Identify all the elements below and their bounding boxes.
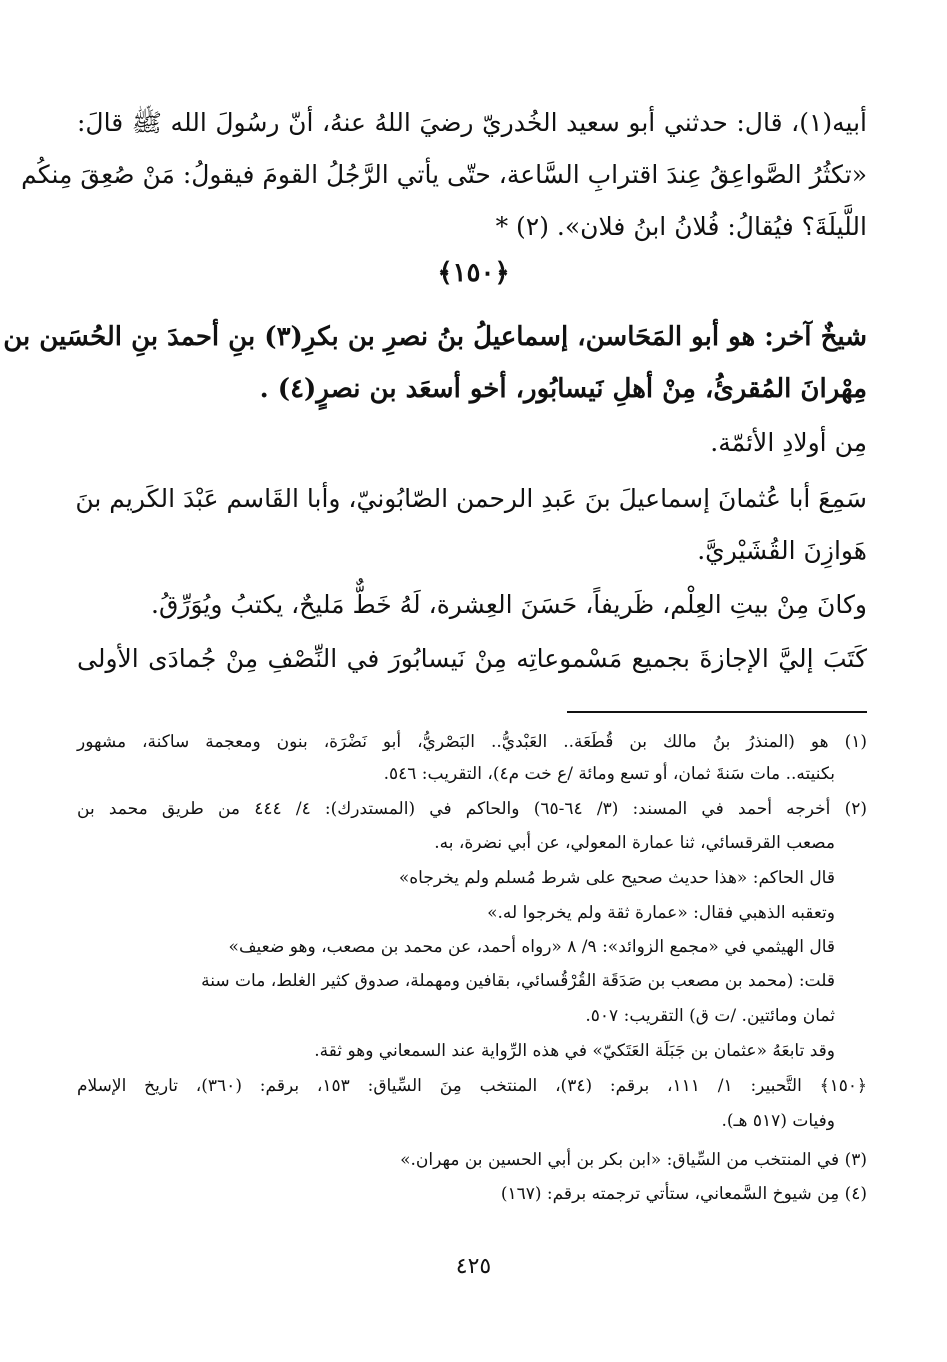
hadith-line-3: اللَّيلَةَ؟ فيُقالُ: فُلانُ ابنُ فلان». (٢) * — [495, 212, 867, 241]
page-number: ٤٢٥ — [455, 1254, 492, 1279]
hadith-line-1: أبيه(١)، قال: حدثني أبو سعيد الخُدريّ رضيَ اللهُ عنهُ، أنّ رسُولَ الله ﷺ قالَ: — [77, 108, 867, 137]
footnote-2-line-3: قال الحاكم: «هذا حديث صحيح على شرط مُسلم ولم يخرجاه» — [398, 868, 835, 888]
footnote-2-line-8: وقد تابعَهُ «عثمان بن جَبَلَة العَتَكيّ» في هذه الرِّواية عند السمعاني وهو ثقة. — [314, 1041, 835, 1061]
footnote-150-line-1: ﴿١٥٠﴾ التَّحبير: ١/ ١١١، برقم: (٣٤)، المنتخب مِنَ السِّياق: ١٥٣، برقم: (٣٦٠)، تاريخ الإسلام — [77, 1076, 867, 1096]
footnote-1-line-2: بكنيته.. مات سَنةَ ثمان، أو تسع ومائة /ع خت م٤)، التقريب: ٥٤٦. — [383, 764, 835, 784]
entry-number-marker: ﴿١٥٠﴾ — [437, 258, 510, 288]
footnote-2-line-1: (٢) أخرجه أحمد في المسند: (٣/ ٦٤-٦٥) والحاكم في (المستدرك): ٤/ ٤٤٤ من طريق محمد بن — [77, 799, 867, 819]
entry-line-3: مِن أولادِ الأئمّة. — [710, 428, 867, 457]
entry-heading-line-1: شيخٌ آخر: هو أبو المَحَاسن، إسماعيلُ بنُ نصرِ بن بكرِ(٣) بنِ أحمدَ بنِ الحُسَين بن — [3, 322, 867, 352]
entry-line-5: هَوازِنَ القُشَيْريَّ. — [697, 536, 867, 565]
footnote-2-line-7: ثمان ومائتين. /ت ق) التقريب: ٥٠٧. — [585, 1006, 835, 1026]
entry-heading-line-2: مِهْرانَ المُقرئُ، مِنْ أهلِ نَيسابُور، أخو أسعَد بن نصرٍ(٤) . — [259, 374, 867, 404]
entry-line-6: وكانَ مِنْ بيتِ العِلْم، ظَريفاً، حَسَنَ العِشرة، لَهُ خَطٌّ مَليحٌ، يكتبُ ويُوَرِّقُ. — [151, 590, 867, 619]
entry-line-7: كَتَبَ إليَّ الإجازةَ بجميع مَسْموعاتِه مِنْ نَيسابُورَ في النِّصْفِ مِنْ جُمادَى الأولى — [77, 644, 867, 673]
hadith-line-2: «تكثُرُ الصَّواعِقُ عِندَ اقترابِ السَّاعة، حتّى يأتي الرَّجُلُ القومَ فيقولُ: مَنْ صُعِقَ مِنكُم — [21, 160, 867, 189]
footnote-4: (٤) مِن شيوخ السَّمعاني، ستأتي ترجمته برقم: (١٦٧) — [500, 1184, 867, 1204]
footnote-separator — [567, 711, 867, 713]
footnote-150-line-2: وفيات (٥١٧ هـ). — [721, 1111, 835, 1131]
footnote-3: (٣) في المنتخب من السِّياق: «ابن بكر بن أبي الحسين بن مهران.» — [400, 1150, 867, 1170]
entry-line-4: سَمِعَ أبا عُثمانَ إسماعيلَ بنَ عَبدِ الرحمن الصّابُونيّ، وأبا القَاسم عَبْدَ الكَريم بنَ — [75, 484, 867, 513]
footnote-1-line-1: (١) هو (المنذرُ بنُ مالك بن قُطَعَة.. العَبْديُّ.. البَصْريُّ، أبو نَضْرَة، بنون ومعجمة ساكنة، مشهور — [77, 732, 867, 752]
footnote-2-line-5: قال الهيثمي في «مجمع الزوائد»: ٩/ ٨ «رواه أحمد، عن محمد بن مصعب، وهو ضعيف» — [228, 937, 835, 957]
footnote-2-line-6: قلت: (محمد بن مصعب بن صَدَقَة القُرْقُسائي، بقافين ومهملة، صدوق كثير الغلط، مات سنة — [201, 971, 835, 991]
footnote-2-line-4: وتعقبه الذهبي فقال: «عمارة ثقة ولم يخرجوا له.» — [487, 903, 835, 923]
footnote-2-line-2: مصعب القرقسائي، ثنا عمارة المعولي، عن أبي نضرة، به. — [434, 833, 835, 853]
